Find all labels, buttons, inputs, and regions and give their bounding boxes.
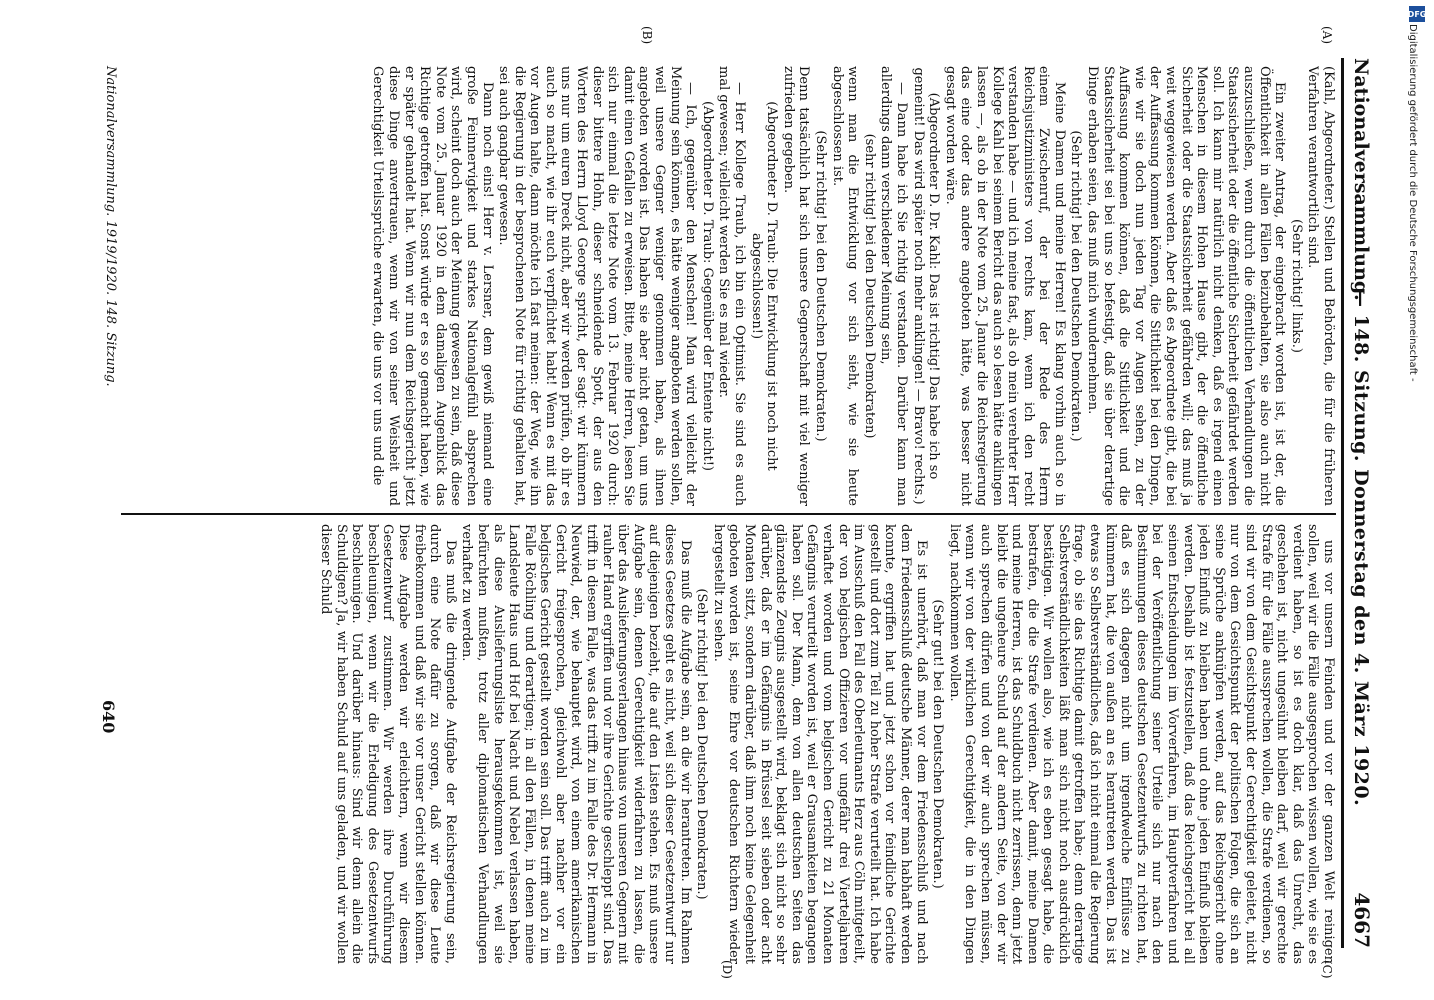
left-paragraph: Meine Damen und meine Herren! Es klang vorhin auch so in einem Zwischenruf, der bei der Rede des Herrn Reichsjustizministers von rechts kam, wenn ich den recht verstanden habe — und ich meine fast, als ob mein verehrter Herr Kollege Kahl bei seinem Bericht das auch so lesen hätte anklingen lassen —, als ob in der Note vom 25. Januar die Reichsregierung das eine oder das andere angeboten hätte, was besser nicht gesagt worden wäre. bbox=[942, 66, 1067, 506]
dfg-funding-note: Digitalisierung gefördert durch die Deutsche Forschungsgemeinschaft - bbox=[1407, 24, 1418, 382]
footer-note: Nationalversammlung. 1919/1920. 148. Sitzung. bbox=[103, 66, 118, 387]
text-column-left bbox=[124, 66, 1336, 506]
column-rule bbox=[121, 513, 1336, 515]
text-column-right bbox=[124, 524, 1336, 964]
right-paragraph: Es ist unerhört, daß man vor dem Friedensschluß und nach dem Friedensschluß deutsche Männer, derer man habhaft werden konnte, ergriffen hat und jetzt schon vor feindliche Gerichte gestellt und dort zum Teil zu hoher Strafe verurteilt hat. Ich habe im Ausschuß den Fall des Oberleutnants Herz aus Cöln mitgeteilt, der von belgischen Offizieren vor ungefähr drei Vierteljahren verhaftet worden und vom belgischen Gericht zu 21 Monaten Gefängnis verurteilt worden ist, weil er Grausamkeiten begangen haben soll. Der Mann, dem von allen deutschen Seiten das glänzendste Zeugnis ausgestellt wird, beklagt sich nicht so sehr darüber, daß er im Gefängnis in Brüssel seit sieben oder acht Monaten sitzt, sondern darüber, daß ihm noch keine Gelegenheit geboten worden ist, seine Ehre vor deutschen Richtern wieder hergestellt zu sehen. bbox=[710, 524, 929, 964]
running-header bbox=[1346, 58, 1374, 948]
left-paragraph: wenn man die Entwicklung vor sich sieht, wie sie heute abgeschlossen ist. bbox=[829, 66, 861, 506]
left-paragraph: Ein zweiter Antrag, der eingebracht worden ist, ist der, die Öffentlichkeit in allen Fällen beizubehalten, sie also auch nicht auszuschließen, wenn durch die öffentlichen Verhandlungen die Staatssicherheit oder die öffentliche Sicherheit gefährdet werden soll. Ich kann mir natürlich nicht denken, daß es irgend einen Menschen in diesem Hohen Hause gibt, der die öffentliche Sicherheit oder die Staatssicherheit gefährden will; das muß ja weit weggewiesen werden. Aber daß es Abgeordnete gibt, die bei der Auffassung kommen können, die Sittlichkeit bei den Dingen, wie wir sie doch nun jeden Tag vor Augen sehen, zu der Auffassung kommen können, daß die Sittlichkeit und die Staatssicherheit sei bei uns so befestigt, daß sie über derartige Dinge erhaben seien, das muß mich wundernehmen. bbox=[1085, 66, 1288, 506]
left-paragraph: (Abgeordneter D. Traub: Die Entwicklung ist noch nicht abgeschlossen!) bbox=[748, 101, 780, 471]
left-paragraph: (sehr richtig! bei den Deutschen Demokraten) bbox=[861, 133, 877, 439]
dfg-logo: DFG bbox=[1409, 6, 1425, 22]
margin-marker-b: (B) bbox=[640, 26, 654, 45]
left-paragraph: (Abgeordneter D. Dr. Kahl: Das ist richtig! Das habe ich so gemeint! Das wird später noch mehr anklingen! — Bravo! rechts.) bbox=[910, 67, 942, 505]
header-center: — 148. Sitzung. Donnerstag den 4. März 1920. bbox=[1350, 288, 1372, 807]
left-paragraph: Dann noch eins! Herr v. Lersner, dem gewiß niemand eine große Feinnervigkeit und starkes Nationalgefühl absprechen wird, scheint doch auch der Meinung gewesen zu sein, daß diese Note vom 25. Januar 1920 in dem damaligen Augenblick das Richtige getroffen hat. Sonst würde er es so gemacht haben, wie er später gehandelt hat. Wenn wir nun dem Reichsgericht jetzt diese Dinge anvertrauen, wenn wir von seiner Weisheit und Gerechtigkeit Urteilssprüche erwarten, die uns vor uns und die bbox=[370, 66, 495, 506]
left-paragraph: (Abgeordneter D. Traub: Gegenüber der Entente nicht!) bbox=[699, 100, 715, 472]
margin-marker-d: (D) bbox=[720, 960, 734, 979]
header-rule bbox=[1341, 58, 1344, 948]
header-left: Nationalversammlung. bbox=[1350, 58, 1372, 301]
left-paragraph: — Dann habe ich Sie richtig verstanden. Darüber kann man allerdings dann verschiedener Meinung sein, bbox=[878, 66, 909, 506]
right-paragraph: (Sehr richtig! bei den Deutschen Demokraten.) bbox=[694, 588, 710, 900]
margin-marker-c: (C) bbox=[1320, 960, 1334, 979]
left-paragraph: (Kahl, Abgeordneter.) Stellen und Behörden, die für die früheren Verfahren verantwortlich sind. bbox=[1305, 66, 1336, 506]
left-paragraph: Denn tatsächlich hat sich unsere Gegnerschaft mit viel weniger zufrieden gegeben. bbox=[780, 66, 812, 506]
left-paragraph: (Sehr richtig! links.) bbox=[1288, 219, 1304, 353]
left-paragraph: — Ich, gegenüber den Menschen! Man wird vielleicht der Meinung sein können, es hätte weniger angeboten werden sollen, weil unsere Gegner weniger genommen haben, als ihnen angeboten worden ist. Das haben sie aber nicht getan, um uns damit einen Gefallen zu erweisen. Bitte, meine Herren, lesen Sie sich nur einmal die letzte Note vom 13. Februar 1920 durch: dieser bittere Hohn, dieser schneidende Spott, der aus den Worten des Herrn Lloyd George spricht, der sagt: wir kümmern uns nur um euren Dreck nicht, aber wir werden prüfen, ob ihr es auch so macht, wie ihr euch verpflichtet habt! Wenn es mit das vor Augen halte, dann möchte ich fast meinen: der Weg, wie ihn die Regierung in der besprochenen Note für richtig gehalten hat, sei auch gangbar gewesen. bbox=[496, 66, 699, 506]
right-paragraph: uns vor unsern Feinden und vor der ganzen Welt reinigen sollen, weil wir die Fälle ausgesprochen wissen wollen, wie sie es verdient haben, so ist es doch klar, daß das Unrecht, das geschehen ist, nicht ungesühnt bleiben darf, weil wir gerechte Strafe für die Fälle aussprechen wollen, die Strafe verdienen, so sind wir von dem Gesichtspunkt der Gerechtigkeit geleitet, nicht nur von dem Gesichtspunkt der politischen Folgen, die sich an seine Sprüche anknüpfen werden, auf das Reichsgericht ohne jeden Einfluß zu bleiben haben und ohne jeden Einfluß bleiben werden. Deshalb ist festzustellen, daß das Reichsgericht bei all seinen Entscheidungen im Vorverfahren, im Hauptverfahren und bei der Veröffentlichung seiner Urteile sich nur nach den Bestimmungen dieses deutschen Gesetzentwurfs zu richten hat, daß es sich dagegen nicht um irgendwelche Einflüsse zu kümmern hat, die von außen an es herantreten werden. Das ist etwas so Selbstverständliches, daß ich nicht einmal die Regierung frage, ob sie das Richtige damit getroffen habe; denn derartige Selbstverständlichkeiten läßt man sich nicht noch ausdrücklich bestätigen. Wir wollen also, wie ich es eben gesagt habe, die bestrafen, die die Strafe verdienen. Aber damit, meine Damen und meine Herren, ist das Schuldbuch nicht zerrissen, denn jetzt bleibt die ungeheure Schuld auf der andern Seite, von der wir auch sprechen dürfen und von der wir auch sprechen müssen, wenn wir von der wirklichen Gerechtigkeit, die in den Dingen liegt, nachkommen wollen. bbox=[946, 524, 1336, 964]
margin-marker-a: (A) bbox=[1320, 26, 1334, 45]
right-paragraph: Das muß die Aufgabe sein, an die wir herantreten. Im Rahmen dieses Gesetzes geht es nicht, weil sich dieser Gesetzentwurf nur auf diejenigen bezieht, die auf den Listen stehen. Es muß unsere Aufgabe sein, denen Gerechtigkeit widerfahren zu lassen, die über das Auslieferungsverlangen hinaus von unseren Gegnern mit rauher Hand ergriffen und vor ihre Gerichte geschleppt sind. Das trifft in diesem Falle, was das trifft zu im Falle des Dr. Hermann in Neuwied, der, wie behauptet wird, von einem amerikanischen Gericht freigesprochen, gleichwohl aber nachher vor ein belgisches Gericht gestellt worden sein soll. Das trifft auch zu im Falle Röchling und derartigen; in all den Fällen, in denen meine Landsleute Haus und Hof bei Nacht und Nebel verlassen haben, als diese Auslieferungsliste herausgekommen ist, weil sie befürchten mußten, trotz aller diplomatischen Verhandlungen verhaftet zu werden. bbox=[459, 524, 693, 964]
left-paragraph: (Sehr richtig! bei den Deutschen Demokraten.) bbox=[813, 130, 828, 442]
header-page-number: 4667 bbox=[1350, 892, 1374, 948]
right-paragraph: Das muß die dringende Aufgabe der Reichsregierung sein, durch eine Note dafür zu sorgen, daß wir diese Leute freibekommen und daß wir sie vor unser Gericht stellen können. Diese Aufgabe werden wir erleichtern, wenn wir diesem Gesetzentwurf zustimmen. Wir werden ihre Durchführung beschleunigen, wenn wir die Erledigung des Gesetzentwurfs beschleunigen. Und darüber hinaus: Sind wir denn allein die Schuldigen? Ja, wir haben Schuld auf uns geladen, und wir wollen dieser Schuld bbox=[318, 524, 458, 964]
footer-page-number: 640 bbox=[99, 700, 118, 734]
right-paragraph: (Sehr gut! bei den Deutschen Demokraten.) bbox=[930, 599, 946, 889]
left-paragraph: — Herr Kollege Traub, ich bin ein Optimist. Sie sind es auch mal gewesen; vielleicht werden Sie es mal wieder. bbox=[716, 66, 748, 506]
left-paragraph: (Sehr richtig! bei den Deutschen Demokraten.) bbox=[1068, 130, 1084, 442]
